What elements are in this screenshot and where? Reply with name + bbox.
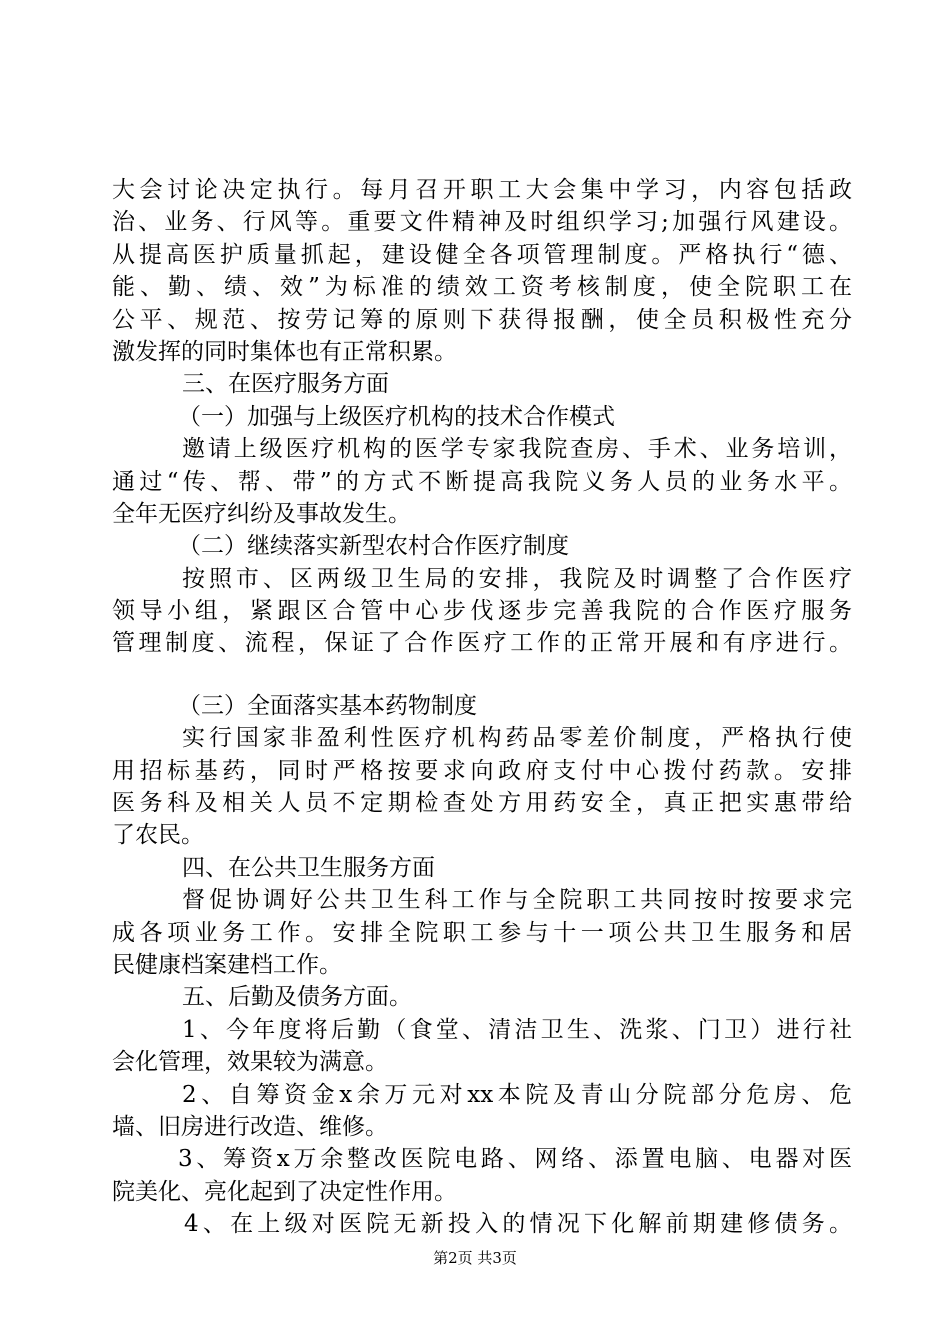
text-line: 医务科及相关人员不定期检查处方用药安全，真正把实惠带给 (112, 790, 852, 817)
text-line: 公平、规范、按劳记筹的原则下获得报酬，使全员积极性充分 (112, 306, 852, 333)
text-line: 成各项业务工作。安排全院职工参与十一项公共卫生服务和居 (112, 919, 852, 946)
text-line: 激发挥的同时集体也有正常积累。 (112, 338, 457, 365)
paragraph-gap (112, 660, 852, 690)
text-line: 管理制度、流程，保证了合作医疗工作的正常开展和有序进行。 (112, 630, 852, 657)
document-body (112, 174, 852, 1241)
text-line: 通过“传、帮、带”的方式不断提高我院义务人员的业务水平。 (112, 468, 852, 495)
text-line: 从提高医护质量抓起，建设健全各项管理制度。严格执行“德、 (112, 241, 852, 268)
section-heading: 五、后勤及债务方面。 (182, 984, 412, 1011)
page-number-footer: 第2页 共3页 (433, 1249, 517, 1267)
text-line: 3、筹资x万余整改医院电路、网络、添置电脑、电器对医 (178, 1146, 852, 1173)
text-line: 会化管理，效果较为满意。 (112, 1049, 388, 1076)
text-line: 督促协调好公共卫生科工作与全院职工共同按时按要求完 (182, 887, 852, 914)
text-line: 实行国家非盈利性医疗机构药品零差价制度，严格执行使 (182, 725, 852, 752)
text-line: 民健康档案建档工作。 (112, 951, 342, 978)
subsection-heading: （三）全面落实基本药物制度 (178, 692, 477, 719)
text-line: 领导小组，紧跟区合管中心步伐逐步完善我院的合作医疗服务 (112, 598, 852, 625)
text-line: 用招标基药，同时严格按要求向政府支付中心拨付药款。安排 (112, 757, 852, 784)
text-line: 能、勤、绩、效”为标准的绩效工资考核制度，使全院职工在 (112, 274, 852, 301)
section-heading: 四、在公共卫生服务方面 (182, 854, 435, 881)
text-line: 1、今年度将后勤（食堂、清洁卫生、洗浆、门卫）进行社 (182, 1016, 852, 1043)
text-line: 4、在上级对医院无新投入的情况下化解前期建修债务。 (184, 1211, 852, 1238)
text-line: 邀请上级医疗机构的医学专家我院查房、手术、业务培训， (182, 436, 852, 463)
text-line: 墙、旧房进行改造、维修。 (112, 1113, 388, 1140)
text-line: 按照市、区两级卫生局的安排，我院及时调整了合作医疗 (182, 565, 852, 592)
text-line: 2、自筹资金x余万元对xx本院及青山分院部分危房、危 (182, 1081, 852, 1108)
subsection-heading: （二）继续落实新型农村合作医疗制度 (178, 533, 569, 560)
text-line: 治、业务、行风等。重要文件精神及时组织学习;加强行风建设。 (112, 209, 852, 236)
section-heading: 三、在医疗服务方面 (182, 371, 389, 398)
subsection-heading: （一）加强与上级医疗机构的技术合作模式 (178, 403, 615, 430)
text-line: 院美化、亮化起到了决定性作用。 (112, 1178, 457, 1205)
text-line: 大会讨论决定执行。每月召开职工大会集中学习，内容包括政 (112, 177, 852, 203)
text-line: 全年无医疗纠纷及事故发生。 (112, 500, 411, 527)
text-line: 了农民。 (112, 822, 204, 849)
